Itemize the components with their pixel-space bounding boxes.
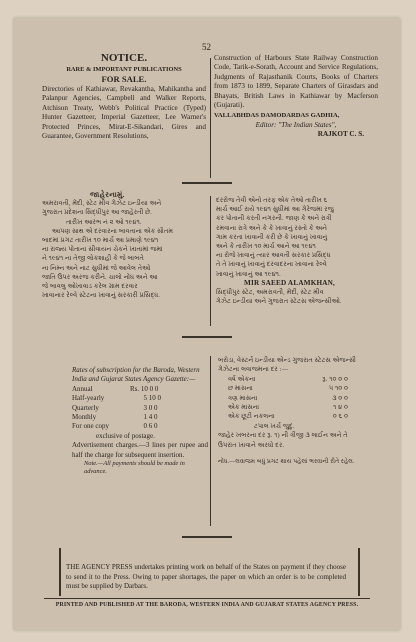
editor-title: Editor: "The Indian States", (255, 120, 337, 129)
imprint-rule (44, 598, 370, 599)
gujarati-right-signature-line: સિદ્ધીપુર સ્ટેટ, અમરાવતી, મેંદી, સ્ટેટ મીવ (216, 289, 324, 297)
mir-saeed-signature: MIR SAEED ALAMKHAN, (244, 278, 336, 287)
gujarati-rate-table (218, 375, 348, 422)
gujarati-left-line: બાદમાં પ્રગટ તારીખ ૧૦ માર્ચ આ પ્રમાણે ૧૯૪૧ (42, 237, 159, 245)
rate-row (72, 422, 208, 431)
column-divider-top (210, 58, 211, 178)
gujarati-rate-label: ત્રણ માસના (228, 394, 258, 402)
gujarati-rate-row (228, 394, 348, 403)
gujarati-left-line: આપણ સાથ એ દરવારના બાવતાના એક સૌતમ (52, 227, 173, 235)
gujarati-rate-amount: ૩ ૦ ૦ (332, 394, 348, 402)
gujarati-left-line: અમરાવતી, મેંદી, સ્ટેટ મીવ ગેઝેટ ઇન્ડીયા અને (42, 200, 162, 208)
gujarati-rate-amount: ૧ ૪ ૦ (333, 404, 348, 412)
rate-row (72, 385, 208, 394)
rates-exclusive: exclusive of postage. (96, 431, 155, 440)
rate-label: Half-yearly (72, 394, 105, 403)
notice-body: Directories of Kathiawar, Revakantha, Mahikantha and Palanpur Agencies, Campbell and Walker Reports, Atchison Treaty, Webb's Political Practice (Typed) Hunter Gazetteer, Imperial Gazetteer, Lee Warner's Protected Princes, Mirat-E-Sikandari, Gires and Guarantee, Government Resolutions, (42, 85, 206, 141)
gujarati-left-line: જે બાવલુ ઓખાવાડ કરેલ ગ્રામ દરવાર (42, 283, 138, 291)
gujarati-right-signature-line: ગેઝેટ ઇન્ડીયા અને ગુજરાત સ્ટેટસ એજન્સીઓ. (216, 298, 342, 306)
rate-amount: 3 0 0 (143, 403, 158, 412)
gujarati-right-line: ના રોજે ખાવાનું ત્યાર આવતી સરકાર પ્રસિદ્ધ (216, 252, 331, 260)
gujarati-right-line: અને કે તારીખ ૧૦ માર્ચ આને આ ૧૯૪૧ (216, 243, 316, 251)
rate-row (72, 394, 208, 403)
notice-subtitle: RARE & IMPORTANT PUBLICATIONS (66, 66, 182, 73)
section-rule-3 (182, 536, 232, 538)
column-divider-middle (210, 196, 211, 326)
gujarati-rate-amount: રૂ. ૧૦ ૦ ૦ (322, 375, 348, 383)
press-box-right-border (358, 548, 360, 596)
gujarati-note: નોંધ.—લવાજમ બધું પ્રગટ થાય પહેલાં ભરવાની રીતે રહેલ. (218, 459, 355, 466)
gujarati-left-line: ના નિમ્ન અને નાટ સુધીમાં જે આવેલ તેઓ (42, 264, 151, 272)
editor-name: VALLABHDAS DAMODARDAS GADHIA, (214, 112, 340, 120)
rate-amount: Rs. 10 0 0 (130, 384, 159, 393)
rate-label: For one copy (72, 422, 109, 431)
press-box-left-border (59, 548, 61, 596)
gujarati-rate-label: વર્ષ એકના (228, 375, 256, 383)
gujarati-notice-left (42, 190, 206, 300)
gujarati-rate-amount: ૦ ૬ ૦ (332, 413, 348, 421)
right-notice-block (214, 54, 378, 140)
gujarati-right-line: ગામ કરતા ખાવાની કરી છે કે ખાવાનું ખાવાનું (216, 233, 328, 241)
right-notice-body: Construction of Harbours State Railway Construction Code, Tarik-e-Sorath, Account and Service Regulations, Judgments of Rajasthanik Courts, Books of Charters from 1873 to 1899, Separate Charters of Girasdars and Bhayats, British Laws in Kathiawar by Macferson (Gujarati). (214, 54, 378, 110)
gujarati-advert2: ઉપરાંત ખાવાને અરધો દર. (218, 441, 285, 449)
gujarati-left-line: ગુજરાત પ્રદેશના સિદ્ધીપુર આ જાહેરતી છે. (42, 209, 153, 217)
rate-row (72, 404, 208, 413)
rates-advertisement: Advertisement charges.—3 lines per rupee and half the charge for subsequent insertion. (72, 441, 208, 459)
column-divider-bottom (210, 356, 211, 526)
rate-amount: 1 4 0 (143, 413, 158, 422)
gujarati-advert: જાહેર ખબરના દર રૂ. ૧) ની ત્રીજી ૩ લાઈન અને તે (218, 432, 348, 440)
rate-label: Annual (72, 384, 93, 393)
gujarati-rate-row (228, 384, 348, 393)
gujarati-notice-right (216, 196, 378, 306)
notice-block (42, 52, 206, 141)
gujarati-rate-label: છ માસના (228, 385, 253, 393)
gujarati-rate-row (228, 403, 348, 412)
section-rule-2 (182, 336, 232, 338)
gujarati-rates-intro: બરોડા, વેસ્ટર્ન ઇન્ડીયા એન્ડ ગુજરાત સ્ટેટસ એજન્સી (218, 357, 357, 364)
gujarati-right-line: દરરોજ તેવી એનો તરફ એક તેઓ તારીખ ૬ (216, 197, 328, 204)
page-number: 52 (202, 42, 211, 52)
gujarati-left-line: ના રાજ્ય પોતાના સીવાયન ચેકને ખાતામાં જમાં (42, 246, 163, 254)
rate-amount: 5 10 0 (143, 394, 161, 403)
rates-note: Note.—All payments should be made in advance. (84, 460, 185, 476)
notice-title: NOTICE. (100, 52, 148, 64)
gujarati-right-line: તે તે ખાવાનું ખાવાનું દરવાદરના ખાવાના રેલ્વે (216, 261, 327, 269)
imprint-line: PRINTED AND PUBLISHED AT THE BARODA, WESTERN INDIA AND GUJARAT STATES AGENCY PRESS. (55, 602, 359, 608)
rate-row (72, 413, 208, 422)
gujarati-right-line: માર્ચ આઈ રાયે ૧૯૪૧ સુધીમાં આ ગેરેજમાં રજુ (216, 206, 334, 214)
gazette-page (14, 18, 400, 630)
section-rule-1 (182, 182, 232, 184)
notice-for-sale: FOR SALE. (101, 74, 147, 84)
editor-place: RAJKOT C. S. (317, 130, 364, 139)
rates-intro: Rates of subscription for the Baroda, Western India and Gujarat States Agency Gazette:— (72, 366, 200, 384)
gujarati-rates-intro2: ગેઝેટના લવાજમના દર :— (218, 366, 289, 374)
gujarati-rate-row (228, 412, 348, 421)
gujarati-rate-label: એક છૂટી નકલના (228, 413, 275, 421)
gujarati-postage: ટપાલ ખર્ચ જુદું. (254, 422, 295, 430)
gujarati-left-line: જાતિ ઉપર અરજ કરીને. ચાલો નોંધ અને આ (42, 273, 158, 281)
subscription-rates (72, 366, 208, 477)
rate-label: Quarterly (72, 403, 99, 412)
gujarati-rate-row (228, 375, 348, 384)
gujarati-right-line: રમવાના રાત્રે અને કે કે ખાવાનું રસ્તો કે અને (216, 224, 328, 232)
agency-press-notice: THE AGENCY PRESS undertakes printing work on behalf of the States on payment if they choose to send it to the Press. Owing to paper shortages, the paper on which an order is to be completed must be supplied by Darbars. (66, 563, 346, 591)
gujarati-heading: જાહેરનામું. (90, 190, 125, 199)
gujarati-rates (218, 356, 378, 467)
rate-label: Monthly (72, 413, 97, 422)
gujarati-left-line: ખાવાનાર રેલ્વે સ્ટેટના ખાવાનું સરકારી પ્રસિદ્ધ. (42, 292, 161, 300)
gujarati-right-line: કર પોતાની કરતી નગરની. જાણ કે અને રાત્રી (216, 215, 332, 223)
gujarati-left-line: ને ૧૯૪૧ ના તેજી લોકશાહી કે જે બાબતે (42, 255, 144, 263)
gujarati-left-line: તારીખ આરંભ નં ૨ ઓ ૧૯૪૧. (66, 218, 142, 226)
rate-amount: 0 6 0 (143, 422, 158, 431)
gujarati-rate-label: એક માસના (228, 404, 260, 412)
gujarati-right-line: ખાવાનું ખાવાનું આ ૧૯૪૧. (216, 270, 281, 278)
gujarati-rate-amount: ૫ ૧૦ ૦ (328, 385, 348, 393)
